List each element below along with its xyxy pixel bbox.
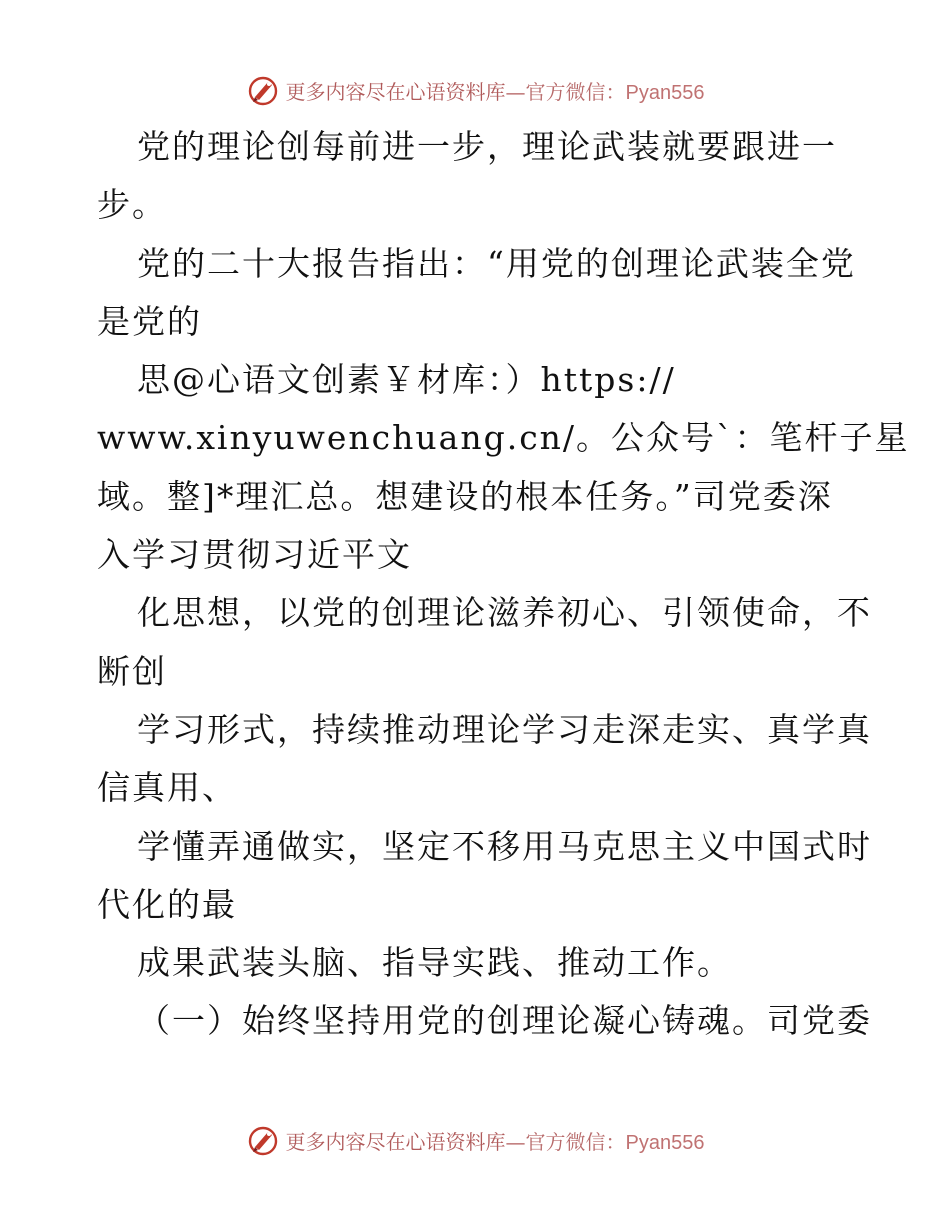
text-line: 党的二十大报告指出：“用党的创理论武装全党 [137,243,856,283]
text-line: www.xinyuwenchuang.cn/。公众号`：笔杆子星 [97,418,910,458]
text-line: （一）始终坚持用党的创理论凝心铸魂。司党委 [137,1001,872,1041]
text-line: 化思想，以党的创理论滋养初心、引领使命，不 [137,593,872,633]
watermark-wechat-label: 官方微信： [525,1129,626,1154]
text-line: 域。整]*理汇总。想建设的根本任务。”司党委深 [97,476,833,516]
text-line: 党的理论创每前进一步，理论武装就要跟进一 [137,127,837,166]
text-line: 步。 [97,185,167,225]
watermark-wechat-id: Pyan556 [625,81,705,104]
document-body [97,118,910,1051]
text-line: 学懂弄通做实，坚定不移用马克思主义中国式时 [137,826,872,866]
footer-watermark [0,1120,950,1160]
watermark-brand: 更多内容尽在心语资料库 [285,1129,506,1154]
watermark-wechat-label: 官方微信： [525,79,626,104]
text-line: 入学习贯彻习近平文 [97,535,412,575]
header-watermark [0,70,950,110]
watermark-text [286,1126,705,1155]
watermark-text [286,76,705,105]
watermark-separator: — [505,79,526,104]
text-line: 是党的 [97,301,202,341]
text-line: 信真用、 [97,768,237,808]
text-line: 成果武装头脑、指导实践、推动工作。 [137,943,732,983]
text-line: 学习形式，持续推动理论学习走深走实、真学真 [137,709,872,749]
watermark-wechat-id: Pyan556 [625,1131,705,1154]
watermark-brand: 更多内容尽在心语资料库 [285,79,506,104]
pen-logo-icon [246,1123,280,1157]
text-line: 代化的最 [97,884,237,924]
watermark-separator: — [505,1129,526,1154]
text-line: 断创 [97,651,167,691]
text-line: 思@心语文创素￥材库：）https:// [137,360,676,400]
pen-logo-icon [246,73,280,107]
